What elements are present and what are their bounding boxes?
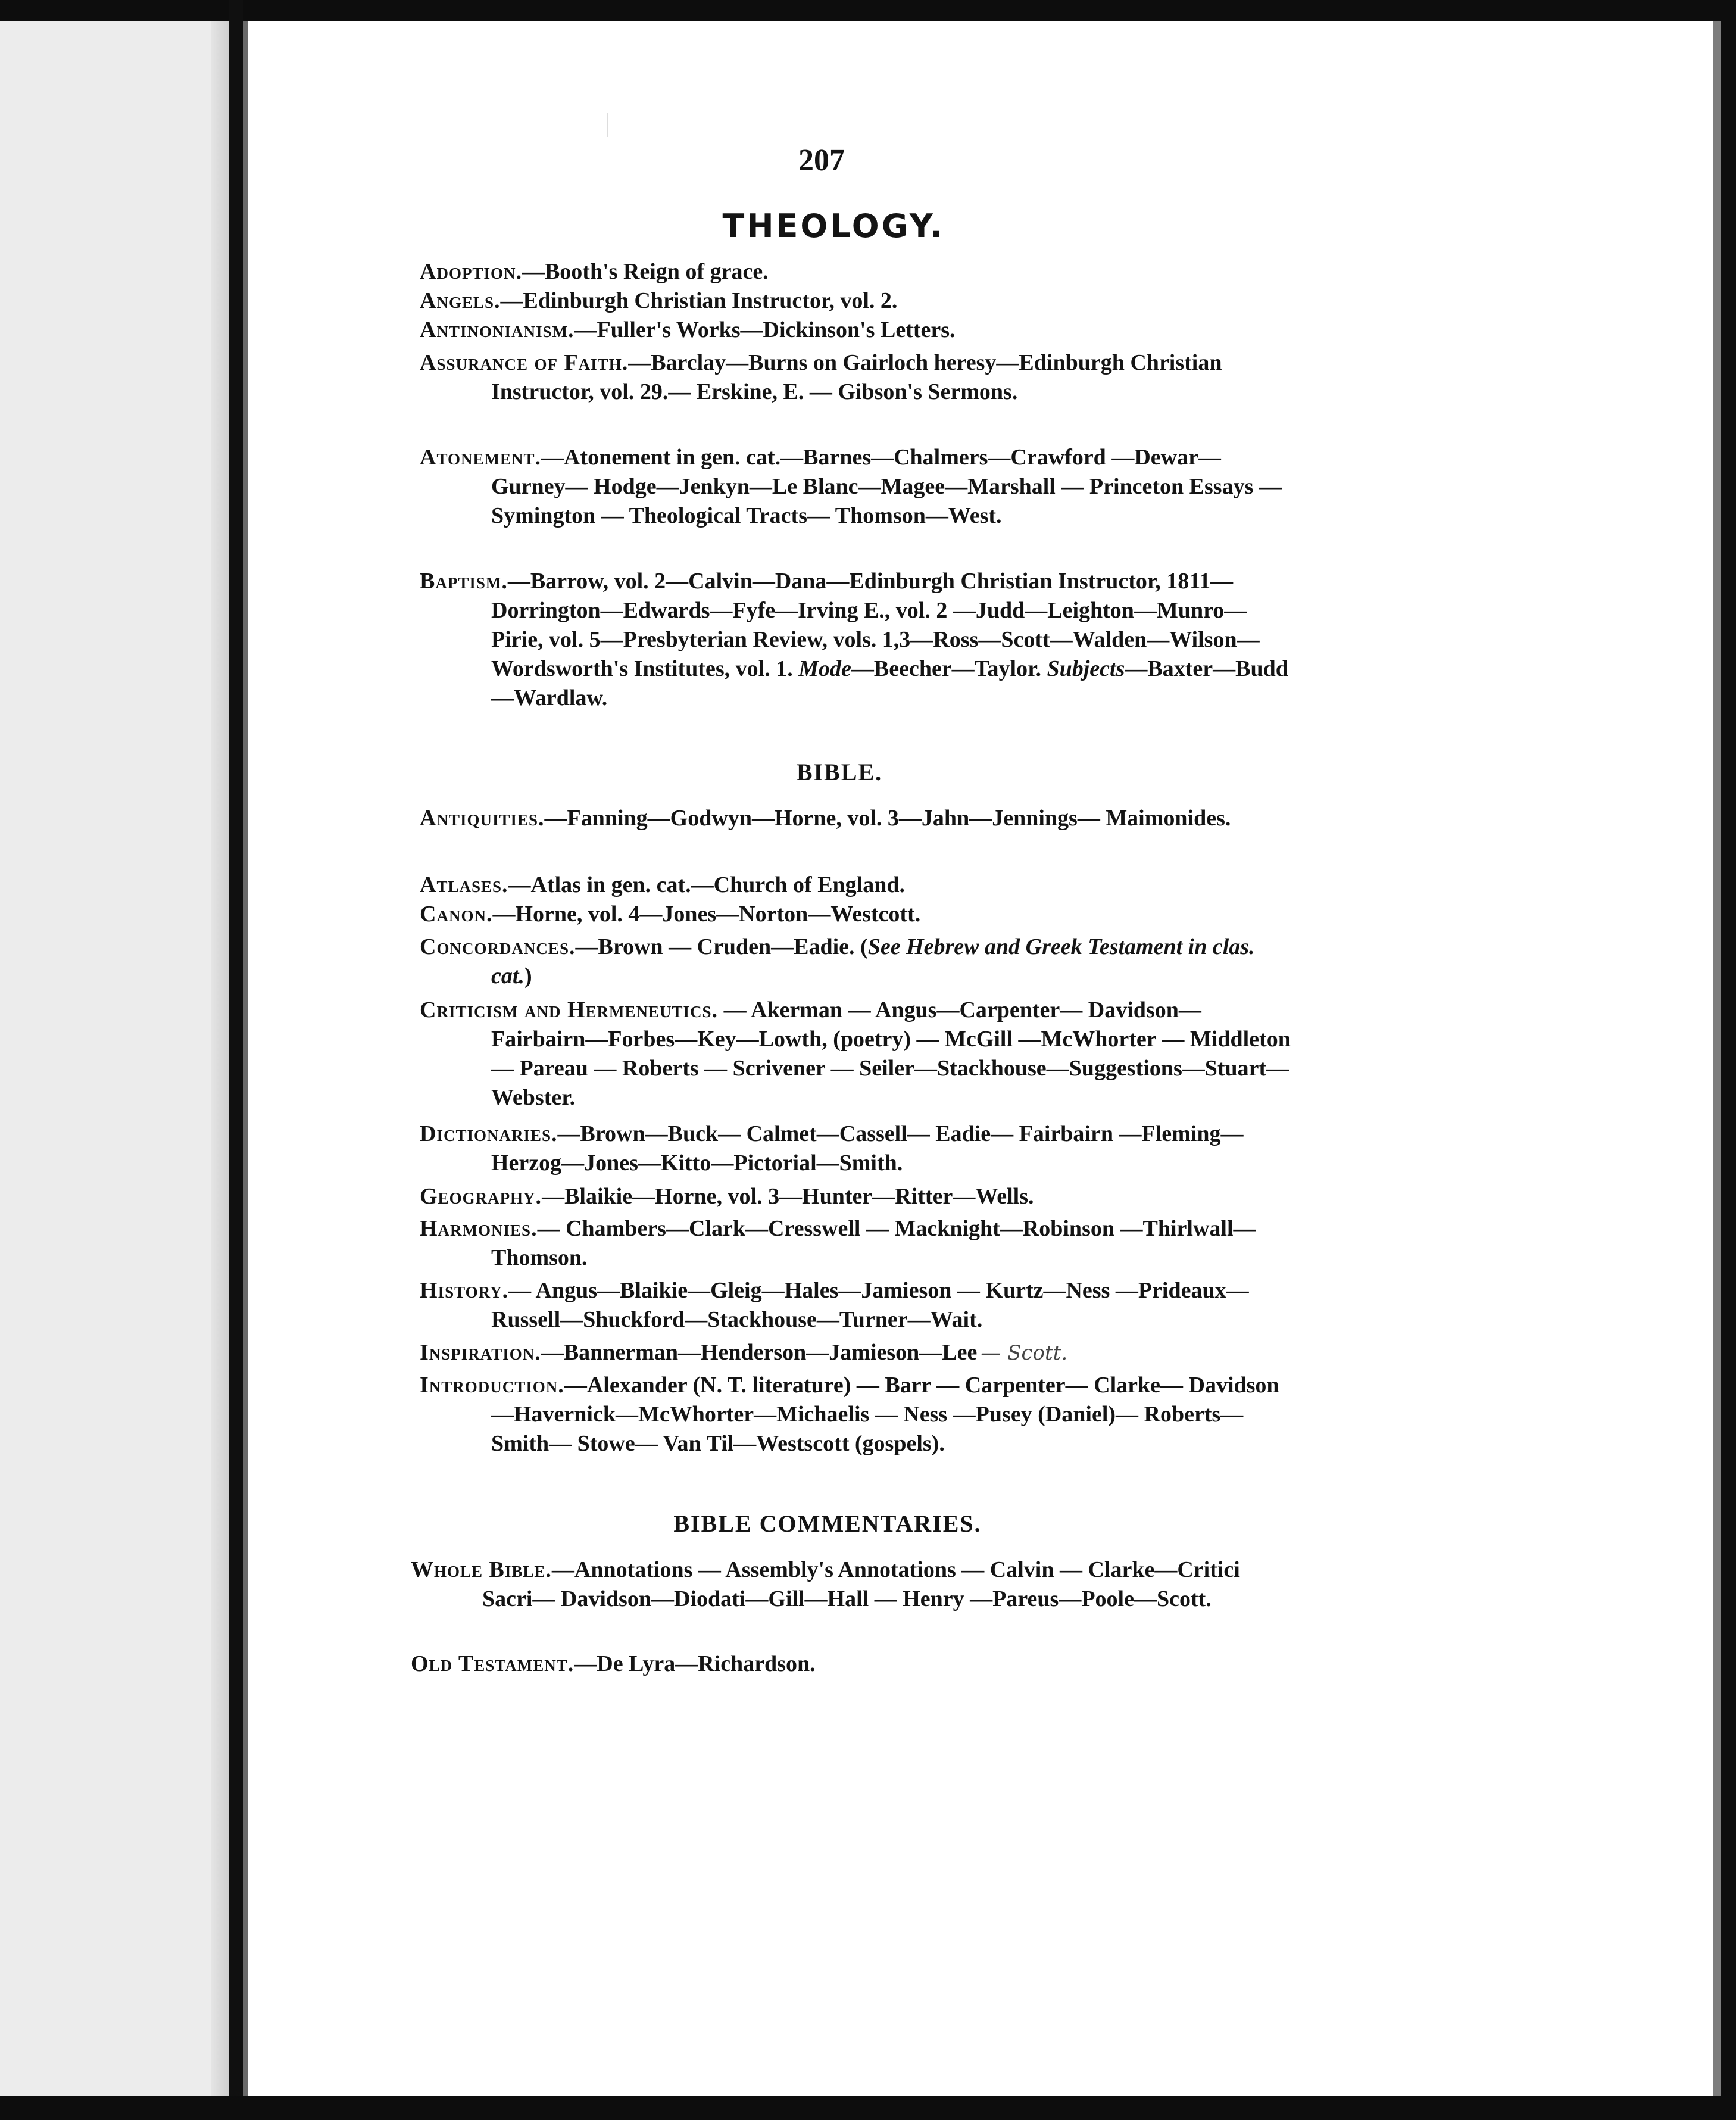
entry-atlases — [420, 871, 1295, 900]
entry-text: —Booth's Reign of grace. — [522, 259, 769, 284]
handwritten-annotation: — Scott. — [981, 1341, 1068, 1365]
entry-head: Adoption. — [420, 259, 522, 284]
facing-page — [0, 21, 229, 2120]
entry-head: Antiquities. — [420, 806, 545, 831]
entry-text: —Fanning—Godwyn—Horne, vol. 3—Jahn—Jennings— Maimonides. — [544, 806, 1231, 831]
entry-antiquities — [420, 804, 1295, 833]
subjects-text: —Baxter—Budd —Wardlaw. — [491, 656, 1288, 710]
mode-text: —Beecher—Taylor. — [851, 656, 1047, 681]
mode-label: Mode — [798, 656, 851, 681]
entry-inspiration — [420, 1338, 1295, 1368]
entry-head: Dictionaries. — [420, 1121, 558, 1146]
entry-text: — Akerman — Angus—Carpenter— Davidson—Fairbairn—Forbes—Key—Lowth, (poetry) — McGill —McWhorter — Middleton — Pareau — Roberts — Scrivener — Seiler—Stackhouse—Suggestions—Stuart—Webster. — [491, 997, 1291, 1110]
scan-top-border — [0, 0, 1736, 21]
entry-text: —Edinburgh Christian Instructor, vol. 2. — [500, 288, 898, 313]
faint-mark — [607, 113, 613, 137]
entry-whole-bible — [411, 1555, 1286, 1614]
entry-head: Antinonianism. — [420, 317, 574, 342]
scan-right-border — [1721, 0, 1736, 2120]
entry-text: —Atlas in gen. cat.—Church of England. — [508, 872, 906, 897]
entry-text: — Chambers—Clark—Cresswell — Macknight—Robinson —Thirlwall—Thomson. — [491, 1216, 1256, 1270]
entry-concordances — [420, 933, 1295, 991]
section-heading-bible-commentaries: BIBLE COMMENTARIES. — [673, 1510, 982, 1537]
entry-angels — [420, 286, 1295, 316]
entry-text: —Horne, vol. 4—Jones—Norton—Westcott. — [492, 902, 921, 927]
entry-tail: ) — [524, 964, 532, 989]
entry-head: Whole Bible. — [411, 1557, 552, 1582]
entry-head: Old Testament. — [411, 1651, 574, 1676]
entry-text: —Bannerman—Henderson—Jamieson—Lee — [541, 1340, 978, 1365]
entry-head: Inspiration. — [420, 1340, 541, 1365]
entry-old-testament — [411, 1650, 1286, 1679]
entry-canon — [420, 900, 1295, 929]
right-page-edge — [1713, 21, 1721, 2120]
page-number: 207 — [798, 144, 845, 177]
entry-baptism — [420, 567, 1295, 713]
entry-text: —Alexander (N. T. literature) — Barr — Carpenter— Clarke— Davidson—Havernick—McWhorter—Michaelis — Ness —Pusey (Daniel)— Roberts— Smith— Stowe— Van Til—Westscott (gospels). — [491, 1373, 1279, 1456]
entry-assurance-of-faith — [420, 348, 1295, 407]
entry-antinonianism — [420, 316, 1295, 345]
entry-text: —Barrow, vol. 2—Calvin—Dana—Edinburgh Christian Instructor, 1811—Dorrington—Edwards—Fyfe—Irving E., vol. 2 —Judd—Leighton—Munro—Pirie, vol. 5—Presbyterian Review, vols. 1,3—Ross—Scott—Walden—Wilson—Wordsworth's Institutes, vol. 1. — [491, 569, 1260, 681]
entry-adoption — [420, 257, 1295, 286]
entry-text: —Atonement in gen. cat.—Barnes—Chalmers—Crawford —Dewar—Gurney— Hodge—Jenkyn—Le Blanc—Magee—Marshall — Princeton Essays — Symington — Theological Tracts— Thomson—West. — [491, 445, 1282, 528]
entry-dictionaries — [420, 1120, 1295, 1178]
facing-page-shadow — [211, 21, 229, 2120]
book-gutter — [229, 0, 243, 2120]
entry-head: History. — [420, 1278, 509, 1303]
entry-head: Atlases. — [420, 872, 508, 897]
entry-head: Harmonies. — [420, 1216, 538, 1241]
entry-harmonies — [420, 1214, 1295, 1273]
entry-atonement — [420, 443, 1295, 531]
section-heading-bible: BIBLE. — [796, 759, 883, 785]
entry-introduction — [420, 1371, 1295, 1458]
subjects-label: Subjects — [1047, 656, 1125, 681]
entry-head: Criticism and Hermeneutics. — [420, 997, 719, 1022]
entry-text: —Annotations — Assembly's Annotations — Calvin — Clarke—Critici Sacri— Davidson—Diodati—Gill—Hall — Henry —Pareus—Poole—Scott. — [482, 1557, 1240, 1611]
entry-text: —Brown — Cruden—Eadie. ( — [575, 934, 868, 959]
entry-head: Baptism. — [420, 569, 508, 594]
entry-head: Canon. — [420, 902, 493, 927]
entry-head: Concordances. — [420, 934, 576, 959]
page-title: THEOLOGY. — [722, 207, 945, 245]
entry-head: Geography. — [420, 1184, 542, 1209]
entry-text: —Fuller's Works—Dickinson's Letters. — [574, 317, 956, 342]
entry-head: Assurance of Faith. — [420, 350, 629, 375]
entry-head: Atonement. — [420, 445, 541, 470]
entry-text: —Barclay—Burns on Gairloch heresy—Edinburgh Christian Instructor, vol. 29.— Erskine, E. — Gibson's Sermons. — [491, 350, 1222, 404]
gutter-edge — [243, 21, 248, 2120]
entry-history — [420, 1276, 1295, 1335]
entry-italic: See Hebrew and Greek Testament in clas. cat. — [491, 934, 1255, 989]
entry-text: —Brown—Buck— Calmet—Cassell— Eadie— Fairbairn —Fleming—Herzog—Jones—Kitto—Pictorial—Smith. — [491, 1121, 1244, 1176]
entry-criticism-and-hermeneutics — [420, 996, 1295, 1112]
entry-text: —De Lyra—Richardson. — [574, 1651, 816, 1676]
entry-head: Angels. — [420, 288, 501, 313]
entry-text: —Blaikie—Horne, vol. 3—Hunter—Ritter—Wells. — [542, 1184, 1034, 1209]
scan-bottom-border — [0, 2096, 1736, 2120]
entry-head: Introduction. — [420, 1373, 564, 1398]
entry-geography — [420, 1182, 1295, 1211]
entry-text: — Angus—Blaikie—Gleig—Hales—Jamieson — Kurtz—Ness —Prideaux—Russell—Shuckford—Stackhouse—Turner—Wait. — [491, 1278, 1249, 1332]
